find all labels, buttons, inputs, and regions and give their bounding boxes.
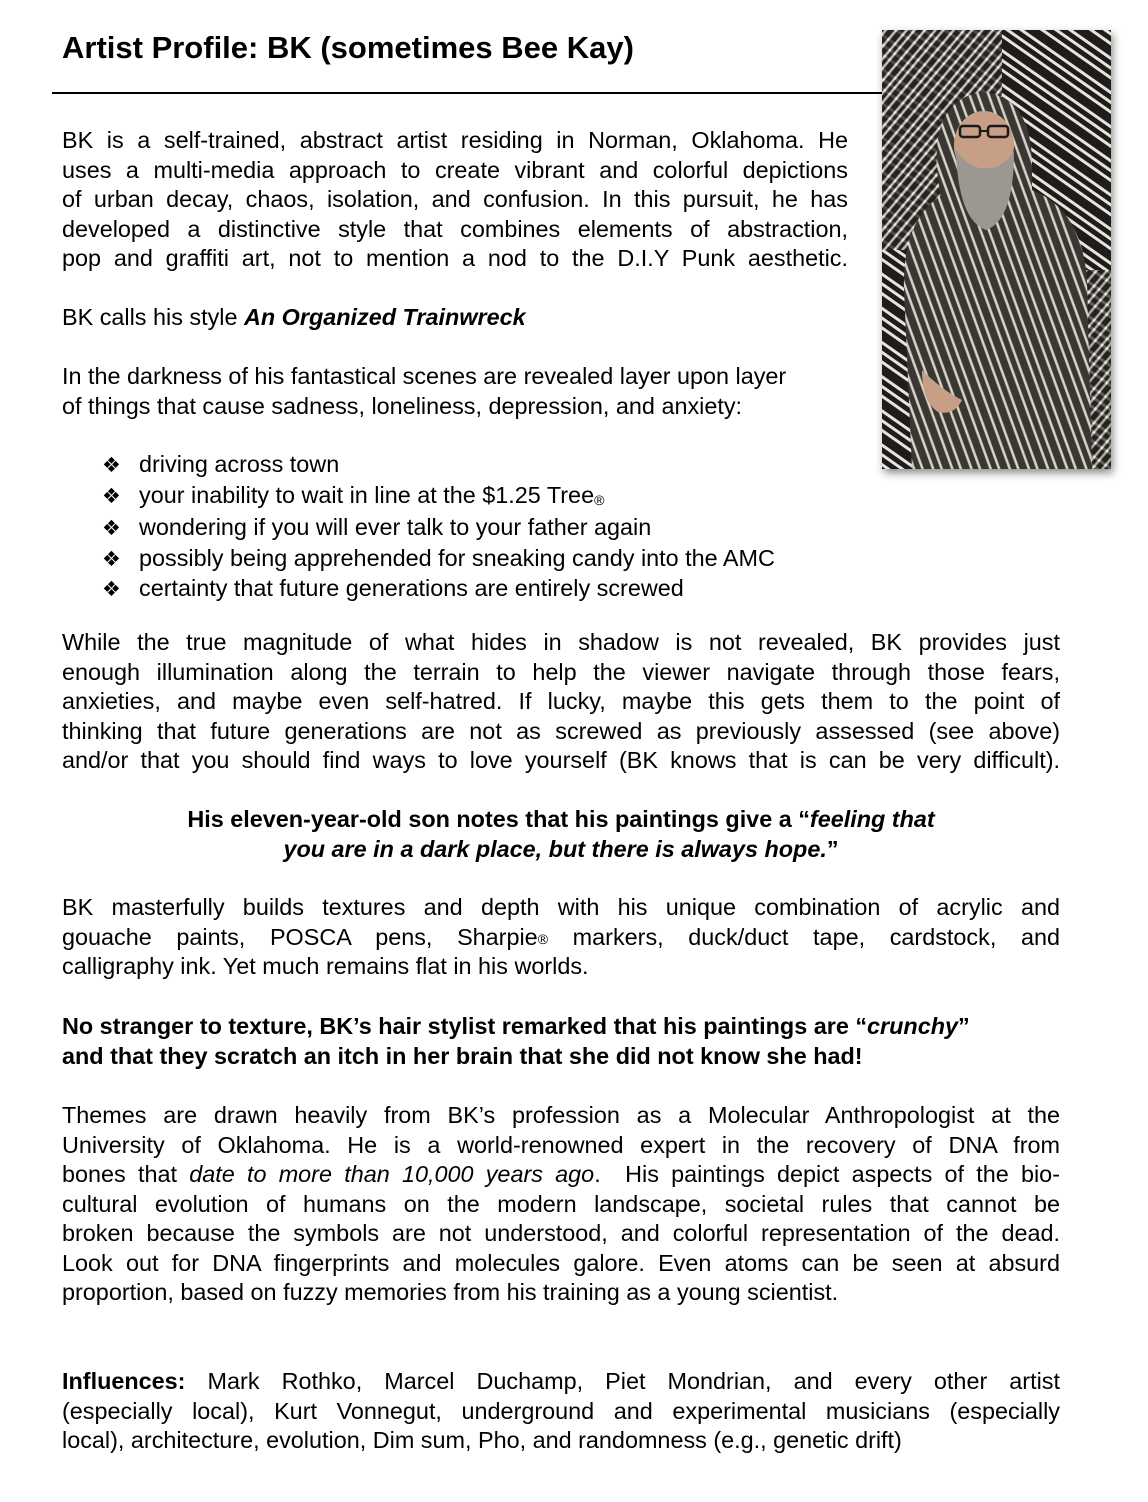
diamond-bullet-icon: ❖ — [102, 546, 121, 571]
themes-line: Look out for DNA fingerprints and molecules galore. Even atoms can be seen at absurd — [62, 1249, 1060, 1276]
artist-portrait-icon — [882, 30, 1111, 469]
intro-paragraph — [62, 126, 848, 274]
list-item — [102, 450, 862, 481]
style-statement — [62, 303, 848, 333]
materials-line: calligraphy ink. Yet much remains flat in his worlds. — [62, 953, 589, 979]
list-item — [102, 481, 862, 514]
list-item-text: wondering if you will ever talk to your father again — [139, 514, 652, 540]
themes-line: bones that date to more than 10,000 years ago. His paintings depict aspects of the bio- — [62, 1161, 1060, 1187]
shadow-line: anxieties, and maybe even self-hatred. If lucky, maybe this gets them to the point of — [62, 688, 1060, 714]
shadow-line: enough illumination along the terrain to help the viewer navigate through those fears, — [62, 658, 1060, 685]
materials-paragraph — [62, 893, 1060, 982]
list-item — [102, 544, 862, 575]
diamond-bullet-icon: ❖ — [102, 483, 121, 508]
list-item-text: possibly being apprehended for sneaking candy into the AMC — [139, 544, 775, 571]
son-quote-prefix: His eleven-year-old son notes that his paintings give a “ — [187, 806, 810, 832]
stylist-italic: crunchy — [867, 1013, 959, 1039]
intro-line: of urban decay, chaos, isolation, and confusion. In this pursuit, he has — [62, 186, 848, 212]
registered-mark: ® — [594, 491, 605, 508]
materials-line: gouache paints, POSCA pens, Sharpie® markers, duck/duct tape, cardstock, and — [62, 923, 1060, 950]
diamond-bullet-icon: ❖ — [102, 516, 121, 540]
themes-paragraph — [62, 1101, 1060, 1308]
diamond-bullet-icon: ❖ — [102, 453, 121, 477]
themes-line: University of Oklahoma. He is a world-renowned expert in the recovery of DNA from — [62, 1131, 1060, 1158]
son-quote-italic: you are in a dark place, but there is always hope. — [283, 835, 827, 862]
anxiety-list — [102, 450, 862, 605]
registered-mark: ® — [537, 930, 549, 947]
stylist-prefix: No stranger to texture, BK’s hair stylist remarked that his paintings are “ — [62, 1013, 868, 1039]
stylist-quote: No stranger to texture, BK’s hair stylist remarked that his paintings are “crunchy” and that they scratch an itch in her brain that she did not know she had! — [62, 1012, 1060, 1071]
themes-line: broken because the symbols are not understood, and colorful representation of the dead. — [62, 1220, 1060, 1246]
list-item-text: driving across town — [139, 451, 340, 477]
page-title: Artist Profile: BK (sometimes Bee Kay) — [62, 30, 634, 65]
son-quote — [62, 805, 1060, 864]
style-name: An Organized Trainwreck — [244, 304, 526, 330]
son-quote-suffix: ” — [826, 835, 839, 862]
list-item-text: your inability to wait in line at the $1.25 Tree — [139, 481, 595, 508]
intro-line: BK is a self-trained, abstract artist residing in Norman, Oklahoma. He — [62, 127, 848, 153]
themes-line: proportion, based on fuzzy memories from his training as a young scientist. — [62, 1279, 839, 1305]
diamond-bullet-icon: ❖ — [102, 577, 121, 601]
influences-line: local), architecture, evolution, Dim sum, Pho, and randomness (e.g., genetic drift) — [62, 1427, 902, 1453]
darkness-line: of things that cause sadness, loneliness, depression, and anxiety: — [62, 392, 743, 419]
shadow-line: thinking that future generations are not as screwed as previously assessed (see above) — [62, 717, 1060, 744]
themes-line: Themes are drawn heavily from BK’s profession as a Molecular Anthropologist at the — [62, 1102, 1060, 1128]
list-item — [102, 513, 862, 544]
shadow-line: and/or that you should find ways to love yourself (BK knows that is can be very difficult). — [62, 747, 1060, 773]
list-item-text: certainty that future generations are entirely screwed — [139, 575, 684, 601]
intro-line: pop and graffiti art, not to mention a nod to the D.I.Y Punk aesthetic. — [62, 245, 848, 271]
materials-line: BK masterfully builds textures and depth with his unique combination of acrylic and — [62, 894, 1060, 920]
intro-line: uses a multi-media approach to create vibrant and colorful depictions — [62, 156, 848, 183]
themes-line: cultural evolution of humans on the modern landscape, societal rules that cannot be — [62, 1190, 1060, 1217]
artist-portrait-photo — [882, 30, 1111, 469]
stylist-line: and that they scratch an itch in her brain that she did not know she had! — [62, 1042, 863, 1069]
shadow-paragraph — [62, 628, 1060, 776]
darkness-line: In the darkness of his fantastical scenes are revealed layer upon layer — [62, 363, 787, 389]
son-quote-italic: feeling that — [809, 806, 935, 832]
darkness-paragraph — [62, 362, 848, 421]
list-item — [102, 574, 862, 605]
shadow-line: While the true magnitude of what hides in shadow is not revealed, BK provides just — [62, 629, 1060, 655]
influences-line: (especially local), Kurt Vonnegut, underground and experimental musicians (especially — [62, 1397, 1060, 1424]
title-divider — [52, 92, 882, 94]
influences-paragraph: Influences: Mark Rothko, Marcel Duchamp, Piet Mondrian, and every other artist (especially local), Kurt Vonnegut, underground and experimental musicians (especially local), architecture, evolution, Dim sum, Pho, and randomness (e.g., genetic drift) — [62, 1367, 1060, 1456]
influences-label: Influences: — [62, 1368, 186, 1394]
style-prefix: BK calls his style — [62, 304, 244, 330]
intro-line: developed a distinctive style that combines elements of abstraction, — [62, 215, 848, 242]
